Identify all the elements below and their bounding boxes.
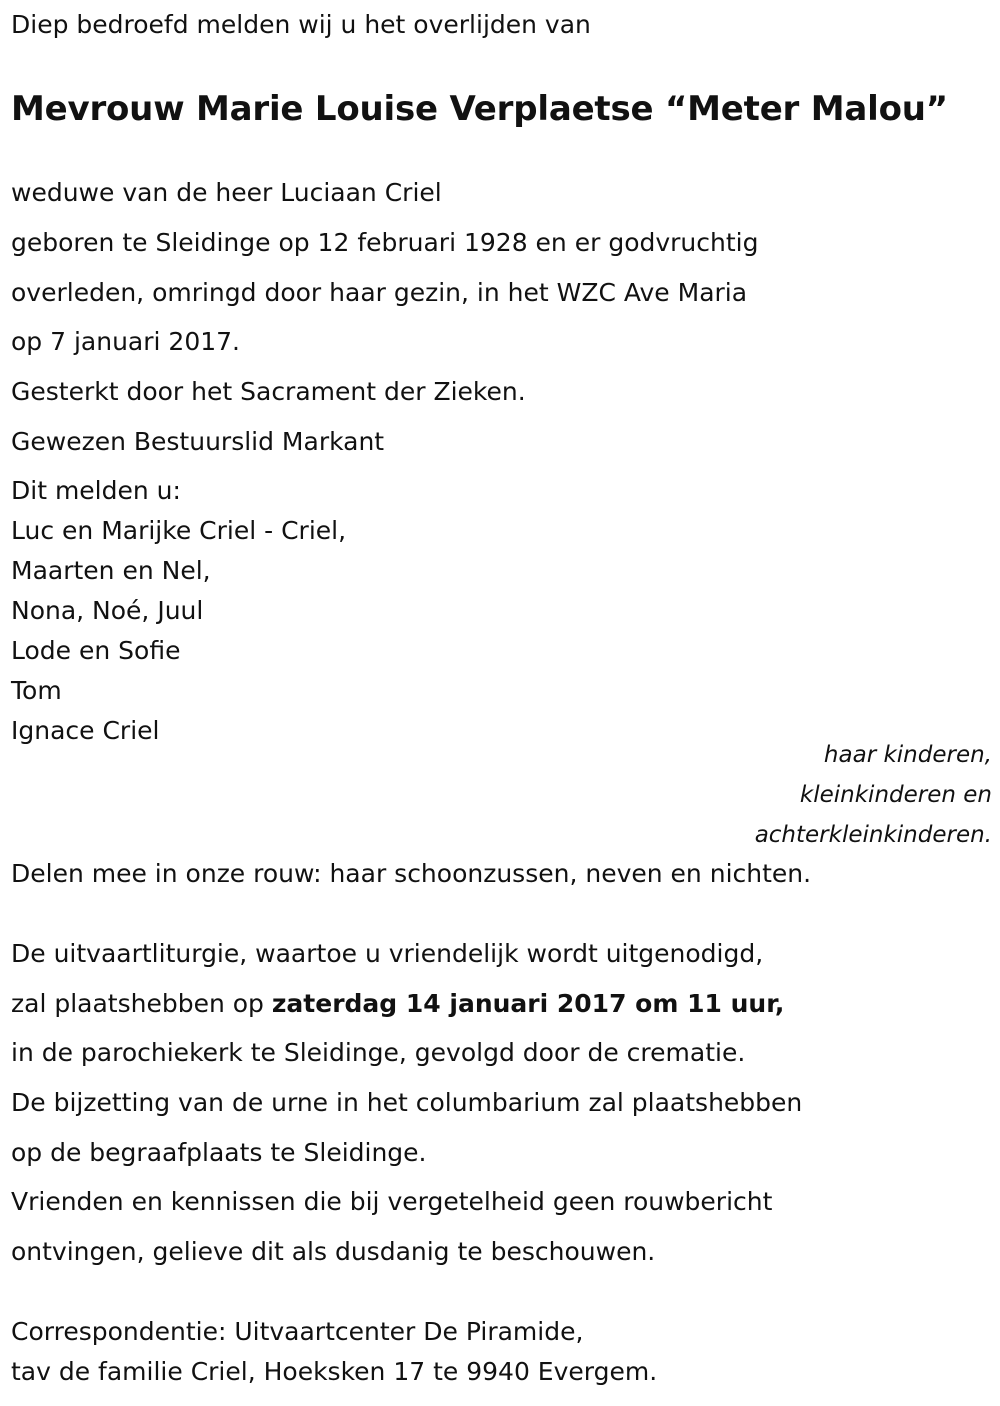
ceremony-line: op de begraafplaats te Sleidinge. [11,1138,427,1167]
correspondence-address: tav de familie Criel, Hoeksken 17 te 9940 Evergem. [11,1357,658,1386]
family-member: Lode en Sofie [11,636,181,665]
ceremony-line: De bijzetting van de urne in het columbarium zal plaatshebben [11,1088,803,1117]
ceremony-date-line [11,989,784,1019]
extended-family-text: Delen mee in onze rouw: haar schoonzussen, neven en nichten. [11,859,812,888]
bio-line: Gewezen Bestuurslid Markant [11,427,385,456]
ceremony-line: Vrienden en kennissen die bij vergetelheid geen rouwbericht [11,1187,773,1216]
intro-text: Diep bedroefd melden wij u het overlijden van [11,10,591,39]
family-intro: Dit melden u: [11,476,181,505]
deceased-name: Mevrouw Marie Louise Verplaetse “Meter Malou” [11,89,948,129]
bio-line: Gesterkt door het Sacrament der Zieken. [11,377,526,406]
family-member: Nona, Noé, Juul [11,596,204,625]
family-member: Luc en Marijke Criel - Criel, [11,516,347,545]
family-member: Maarten en Nel, [11,556,211,585]
relation-label: kleinkinderen en [799,782,992,808]
correspondence-line: Correspondentie: Uitvaartcenter De Piramide, [11,1317,584,1346]
ceremony-line: in de parochiekerk te Sleidinge, gevolgd door de crematie. [11,1038,746,1067]
bio-line: overleden, omringd door haar gezin, in het WZC Ave Maria [11,278,748,307]
ceremony-line: De uitvaartliturgie, waartoe u vriendelijk wordt uitgenodigd, [11,939,764,968]
ceremony-date-prefix: zal plaatshebben op [11,989,272,1018]
family-member: Tom [11,676,62,705]
relation-label: achterkleinkinderen. [754,822,992,848]
relation-label: haar kinderen, [823,742,992,768]
bio-line: op 7 januari 2017. [11,327,240,356]
bio-line: weduwe van de heer Luciaan Criel [11,178,442,207]
ceremony-date: zaterdag 14 januari 2017 om 11 uur, [271,989,785,1018]
ceremony-line: ontvingen, gelieve dit als dusdanig te beschouwen. [11,1237,656,1266]
bio-line: geboren te Sleidinge op 12 februari 1928 en er godvruchtig [11,228,759,257]
family-member: Ignace Criel [11,716,160,745]
